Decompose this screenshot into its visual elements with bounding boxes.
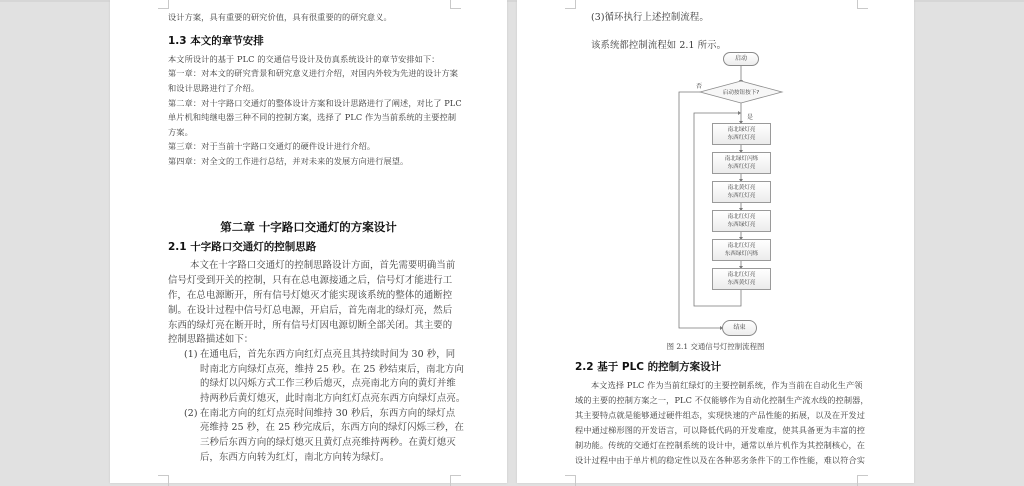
step-line: 南北红灯亮 [727, 214, 756, 220]
step-line: 东西红灯亮 [727, 135, 756, 141]
list-marker: (1) [184, 349, 198, 360]
flowchart-yes-label: 是 [747, 114, 754, 121]
flowchart [517, 0, 914, 360]
paragraph-line: 设计方案，具有重要的研究价值，具有很重要的的研究意义。 [168, 12, 392, 22]
section-heading-1-3: 1.3 本文的章节安排 [168, 35, 264, 47]
step-line: 东西绿灯亮 [727, 222, 756, 228]
paragraph-line: 第三章：对于当前十字路口交通灯的硬件设计进行介绍。 [168, 141, 376, 151]
paragraph-line: 单片机和纯继电器三种不同的控制方案，选择了 PLC 作为当前系统的主要控制 [168, 112, 457, 122]
margin-corner-mark [450, 0, 461, 9]
list-item-line: 时南北方向绿灯点亮，维持 25 秒。在 25 秒结束后，南北方向 [200, 364, 464, 375]
chapter-title: 第二章 十字路口交通灯的方案设计 [220, 220, 397, 234]
paragraph-line: 制功能。传统的交通灯在控制系统的设计中，通常以单片机作为其控制核心，在 [575, 440, 866, 450]
paragraph-line: 方案。 [168, 127, 193, 137]
paragraph-line: 域的主要的控制方案之一，PLC 不仅能够作为自动化控制生产流水线的控制器， [575, 395, 869, 405]
paragraph-line: 制。在设计过程中信号灯总电源，开启后，首先南北的绿灯亮，然后 [168, 305, 453, 316]
flowchart-step-4 [712, 210, 771, 232]
paragraph-line: 本文所设计的基于 PLC 的交通信号设计及仿真系统设计的章节安排如下： [168, 54, 440, 64]
flowchart-step-3 [712, 181, 771, 203]
step-line: 东西红灯亮 [727, 193, 756, 199]
section-heading-2-2: 2.2 基于 PLC 的控制方案设计 [575, 361, 722, 373]
section-heading-2-1: 2.1 十字路口交通灯的控制思路 [168, 241, 317, 253]
step-line: 南北绿灯亮 [727, 127, 756, 133]
paragraph-line: 作，在总电源断开，所有信号灯熄灭才能实现该系统的整体的通断控 [168, 290, 453, 301]
flowchart-no-label: 否 [696, 83, 703, 90]
paragraph-line: 和设计思路进行了介绍。 [168, 83, 260, 93]
step-line: 东西黄灯亮 [727, 280, 756, 286]
margin-corner-mark [857, 475, 868, 486]
margin-corner-mark [565, 475, 576, 486]
paragraph-line: 控制思路描述如下： [168, 334, 254, 345]
paragraph-line: 第四章：对全文的工作进行总结，并对未来的发展方向进行展望。 [168, 156, 409, 166]
step-line: 南北绿灯闪烁 [724, 156, 759, 162]
list-item-line: 后，东西方向转为红灯，南北方向转为绿灯。 [200, 452, 390, 463]
step-line: 南北红灯亮 [727, 243, 756, 249]
flowchart-connectors [517, 0, 914, 360]
flowchart-end: 结束 [722, 320, 757, 336]
flowchart-step-5 [712, 239, 771, 261]
paragraph-line: 第二章：对十字路口交通灯的整体设计方案和设计思路进行了阐述，对比了 PLC [168, 98, 462, 108]
step-line: 南北黄灯亮 [727, 185, 756, 191]
list-item-line: 三秒后东西方向的绿灯熄灭且黄灯点亮维持两秒。在黄灯熄灭 [200, 437, 456, 448]
step-line: 东西绿灯闪烁 [724, 251, 759, 257]
paragraph-line: 第一章：对本文的研究背景和研究意义进行介绍，对国内外较为先进的设计方案 [168, 68, 459, 78]
list-item-line: 持两秒后黄灯熄灭，此时南北方向红灯点亮东西方向绿灯点亮。 [200, 393, 466, 404]
list-item-line: 在通电后，首先东西方向红灯点亮且其持续时间为 30 秒，同 [200, 349, 456, 360]
margin-corner-mark [450, 475, 461, 486]
paragraph-line: 信号灯受到开关的控制，只有在总电源接通之后，信号灯才能进行工 [168, 275, 453, 286]
paragraph-line: 程中通过梯形图的开发语言，可以降低代码的开发难度，使其具备更为丰富的控 [575, 425, 866, 435]
paragraph-line: 本文选择 PLC 作为当前红绿灯的主要控制系统，作为当前在自动化生产领 [591, 380, 863, 390]
paragraph-line: 本文在十字路口交通灯的控制思路设计方面，首先需要明确当前 [190, 260, 456, 271]
step-line: 东西红灯亮 [727, 164, 756, 170]
paragraph-line: (3)循环执行上述控制流程。 [591, 12, 709, 23]
list-marker: (2) [184, 408, 198, 419]
document-page-1 [110, 0, 507, 483]
flowchart-step-6 [712, 268, 771, 290]
list-item-line: 亮维持 25 秒，在 25 秒完成后，东西方向的绿灯闪烁三秒，在 [200, 422, 464, 433]
paragraph-line: 东西的绿灯亮在断开时，所有信号灯因电源切断全部关闭。其主要的 [168, 320, 453, 331]
paragraph-line: 设计过程中由于单片机的稳定性以及在各种恶劣条件下的工作性能，难以符合实 [575, 455, 866, 465]
paragraph-line: 其主要特点就是能够通过硬件组态，实现快速的产品性能的拓展，以及在开发过 [575, 410, 866, 420]
list-item-line: 的绿灯以闪烁方式工作三秒后熄灭，点亮南北方向的黄灯并维 [200, 378, 456, 389]
flowchart-step-1 [712, 123, 771, 145]
figure-caption: 图 2.1 交通信号灯控制流程图 [666, 342, 765, 351]
margin-corner-mark [158, 0, 169, 9]
margin-corner-mark [158, 475, 169, 486]
list-item-line: 在南北方向的红灯点亮时间维持 30 秒后，东西方向的绿灯点 [200, 408, 456, 419]
flowchart-step-2 [712, 152, 771, 174]
paragraph-line: 该系统都控制流程如 2.1 所示。 [591, 40, 727, 51]
flowchart-decision-label: 启动按钮按下? [722, 90, 760, 96]
document-page-2 [517, 0, 914, 483]
step-line: 南北红灯亮 [727, 272, 756, 278]
flowchart-start: 启动 [723, 52, 759, 66]
